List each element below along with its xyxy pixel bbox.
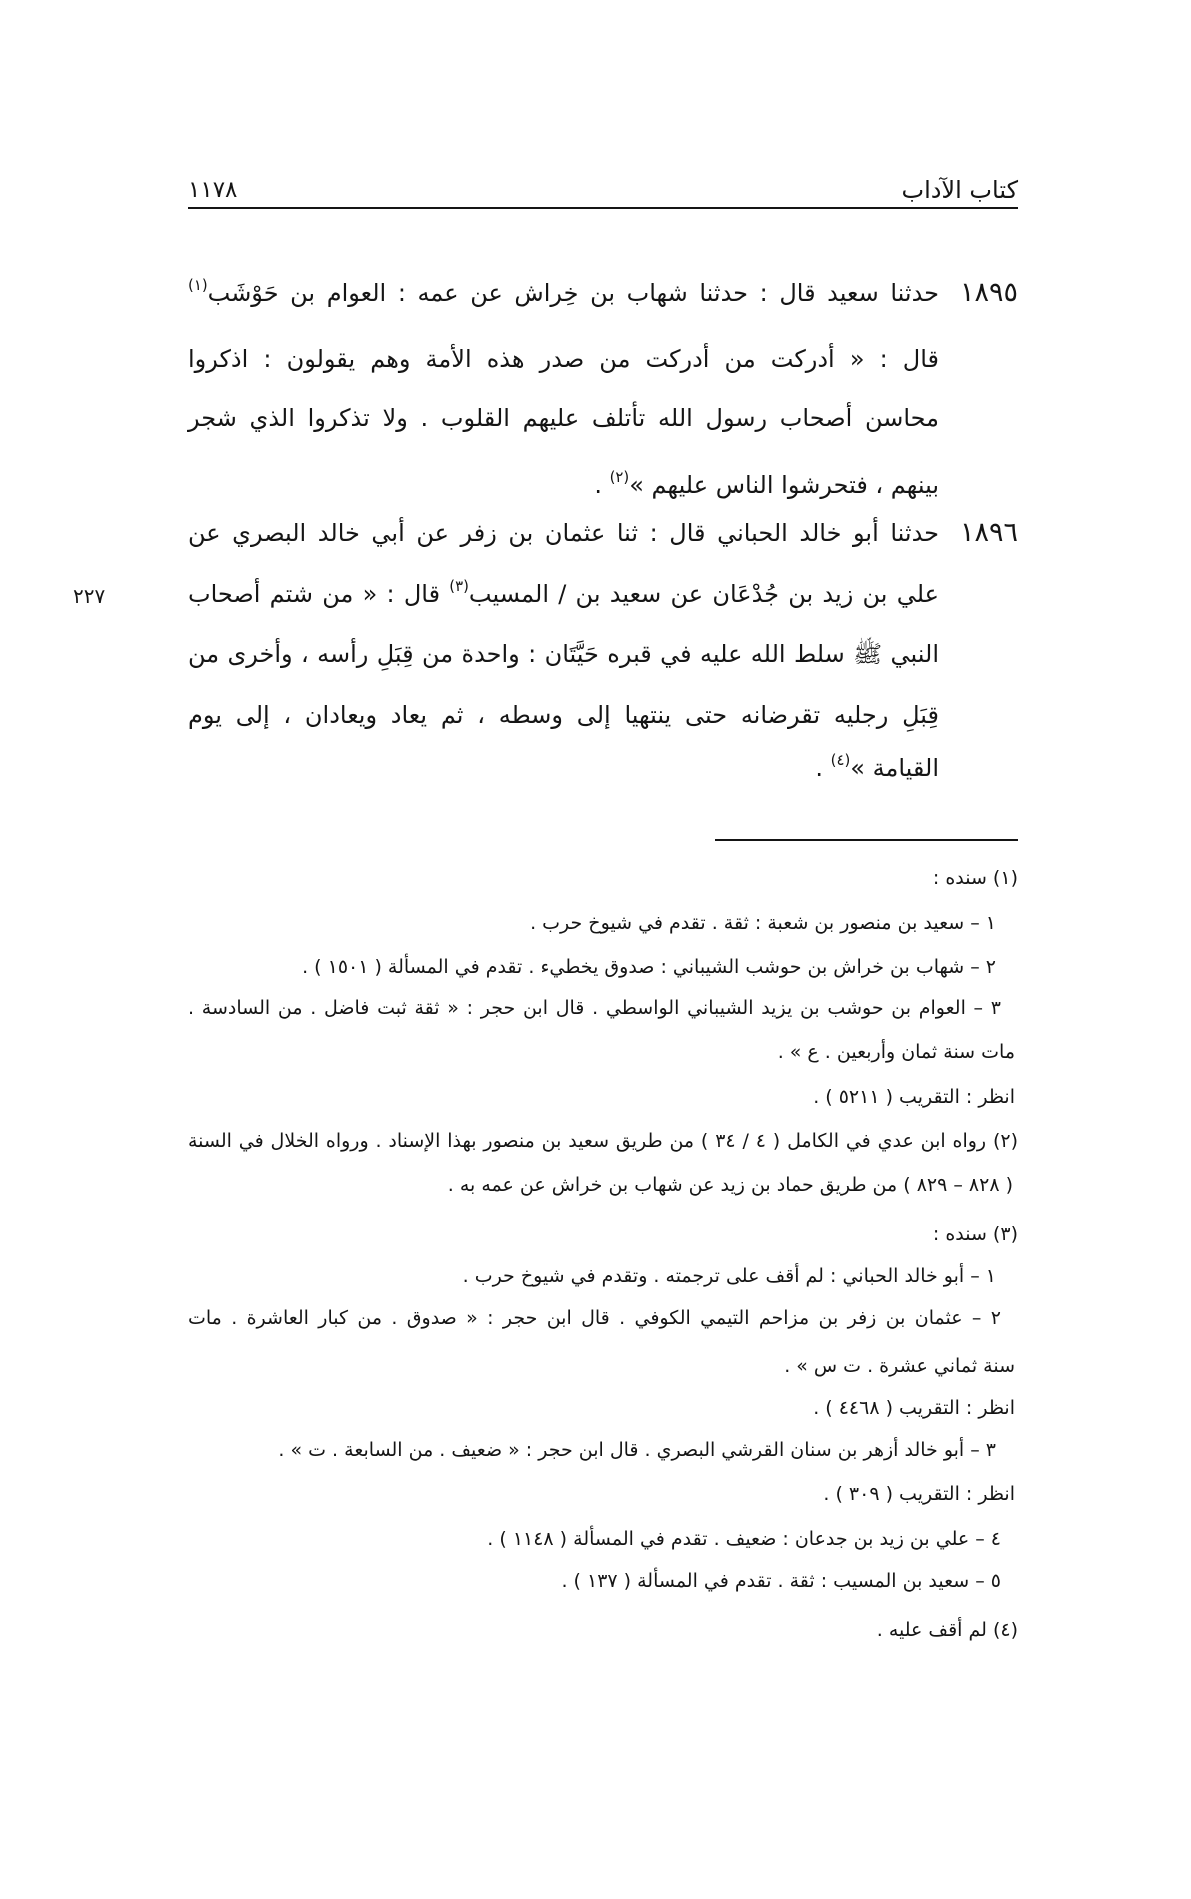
footnote-line: ٣ – أبو خالد أزهر بن سنان القرشي البصري . قال ابن حجر : « ضعيف . من السابعة . ت » .: [278, 1439, 996, 1461]
footnote-line: (٣) سنده :: [932, 1223, 1018, 1245]
margin-reference: ٢٢٧: [73, 584, 106, 608]
entry-text: القيامة »: [850, 754, 939, 782]
footnote-line: انظر : التقريب ( ٣٠٩ ) .: [823, 1483, 1015, 1505]
footnote-reference: (٣): [449, 576, 469, 595]
footnote-line: (٢) رواه ابن عدي في الكامل ( ٤ / ٣٤ ) من طريق سعيد بن منصور بهذا الإسناد . ورواه الخلال في السنة: [188, 1130, 1018, 1152]
footnote-line: ٣ – العوام بن حوشب بن يزيد الشيباني الواسطي . قال ابن حجر : « ثقة ثبت فاضل . من السادسة .: [188, 997, 1001, 1019]
page-number: ١١٧٨: [188, 177, 238, 203]
footnote-line: ٢ – شهاب بن خراش بن حوشب الشيباني : صدوق يخطيء . تقدم في المسألة ( ١٥٠١ ) .: [302, 956, 996, 978]
footnote-reference: (٢): [609, 467, 630, 486]
footnote-reference: (١): [188, 275, 208, 294]
footnote-line: سنة ثماني عشرة . ت س » .: [784, 1355, 1015, 1377]
footnote-line: ٤ – علي بن زيد بن جدعان : ضعيف . تقدم في المسألة ( ١١٤٨ ) .: [487, 1528, 1001, 1550]
footnote-line: (٤) لم أقف عليه .: [876, 1619, 1018, 1641]
entry-text: .: [594, 471, 610, 499]
footnote-rule: [715, 839, 1018, 841]
entry-text-line: محاسن أصحاب رسول الله تأتلف عليهم القلوب . ولا تذكروا الذي شجر: [188, 404, 939, 432]
entry-text-line: [188, 271, 939, 315]
entry-text-line: النبي ﷺ سلط الله عليه في قبره حَيَّتَان : واحدة من قِبَلِ رأسه ، وأخرى من: [188, 640, 939, 668]
entry-text: بينهم ، فتحرشوا الناس عليهم »: [629, 471, 939, 499]
entry-text: .: [815, 754, 831, 782]
entry-text-line: [188, 463, 939, 507]
footnote-line: انظر : التقريب ( ٤٤٦٨ ) .: [813, 1397, 1015, 1419]
entry-text-line: [188, 746, 939, 790]
header-rule: [188, 207, 1018, 209]
entry-text: قال : « من شتم أصحاب: [188, 580, 450, 608]
entry-number: ١٨٩٥: [959, 277, 1018, 308]
running-title: كتاب الآداب: [901, 176, 1018, 204]
footnote-line: (١) سنده :: [932, 867, 1018, 889]
footnote-line: ٥ – سعيد بن المسيب : ثقة . تقدم في المسألة ( ١٣٧ ) .: [561, 1570, 1001, 1592]
entry-text-line: [188, 572, 939, 616]
entry-text-line: حدثنا أبو خالد الحباني قال : ثنا عثمان بن زفر عن أبي خالد البصري عن: [188, 519, 939, 547]
entry-text-line: قِبَلِ رجليه تقرضانه حتى ينتهيا إلى وسطه ، ثم يعاد ويعادان ، إلى يوم: [188, 701, 939, 729]
entry-number: ١٨٩٦: [959, 517, 1018, 548]
footnote-line: انظر : التقريب ( ٥٢١١ ) .: [813, 1086, 1015, 1108]
footnote-line: ( ٨٢٨ – ٨٢٩ ) من طريق حماد بن زيد عن شهاب بن خراش عن عمه به .: [447, 1174, 1013, 1196]
footnote-line: ١ – سعيد بن منصور بن شعبة : ثقة . تقدم في شيوخ حرب .: [530, 912, 996, 934]
footnote-reference: (٤): [830, 750, 851, 769]
footnote-line: مات سنة ثمان وأربعين . ع » .: [777, 1041, 1015, 1063]
entry-text: حدثنا سعيد قال : حدثنا شهاب بن خِراش عن عمه : العوام بن حَوْشَب: [207, 279, 939, 307]
entry-text: علي بن زيد بن جُدْعَان عن سعيد بن / المسيب: [468, 580, 939, 608]
entry-text-line: قال : « أدركت من أدركت من صدر هذه الأمة وهم يقولون : اذكروا: [188, 345, 939, 373]
footnote-line: ٢ – عثمان بن زفر بن مزاحم التيمي الكوفي . قال ابن حجر : « صدوق . من كبار العاشرة . مات: [188, 1307, 1001, 1329]
footnote-line: ١ – أبو خالد الحباني : لم أقف على ترجمته . وتقدم في شيوخ حرب .: [462, 1265, 996, 1287]
